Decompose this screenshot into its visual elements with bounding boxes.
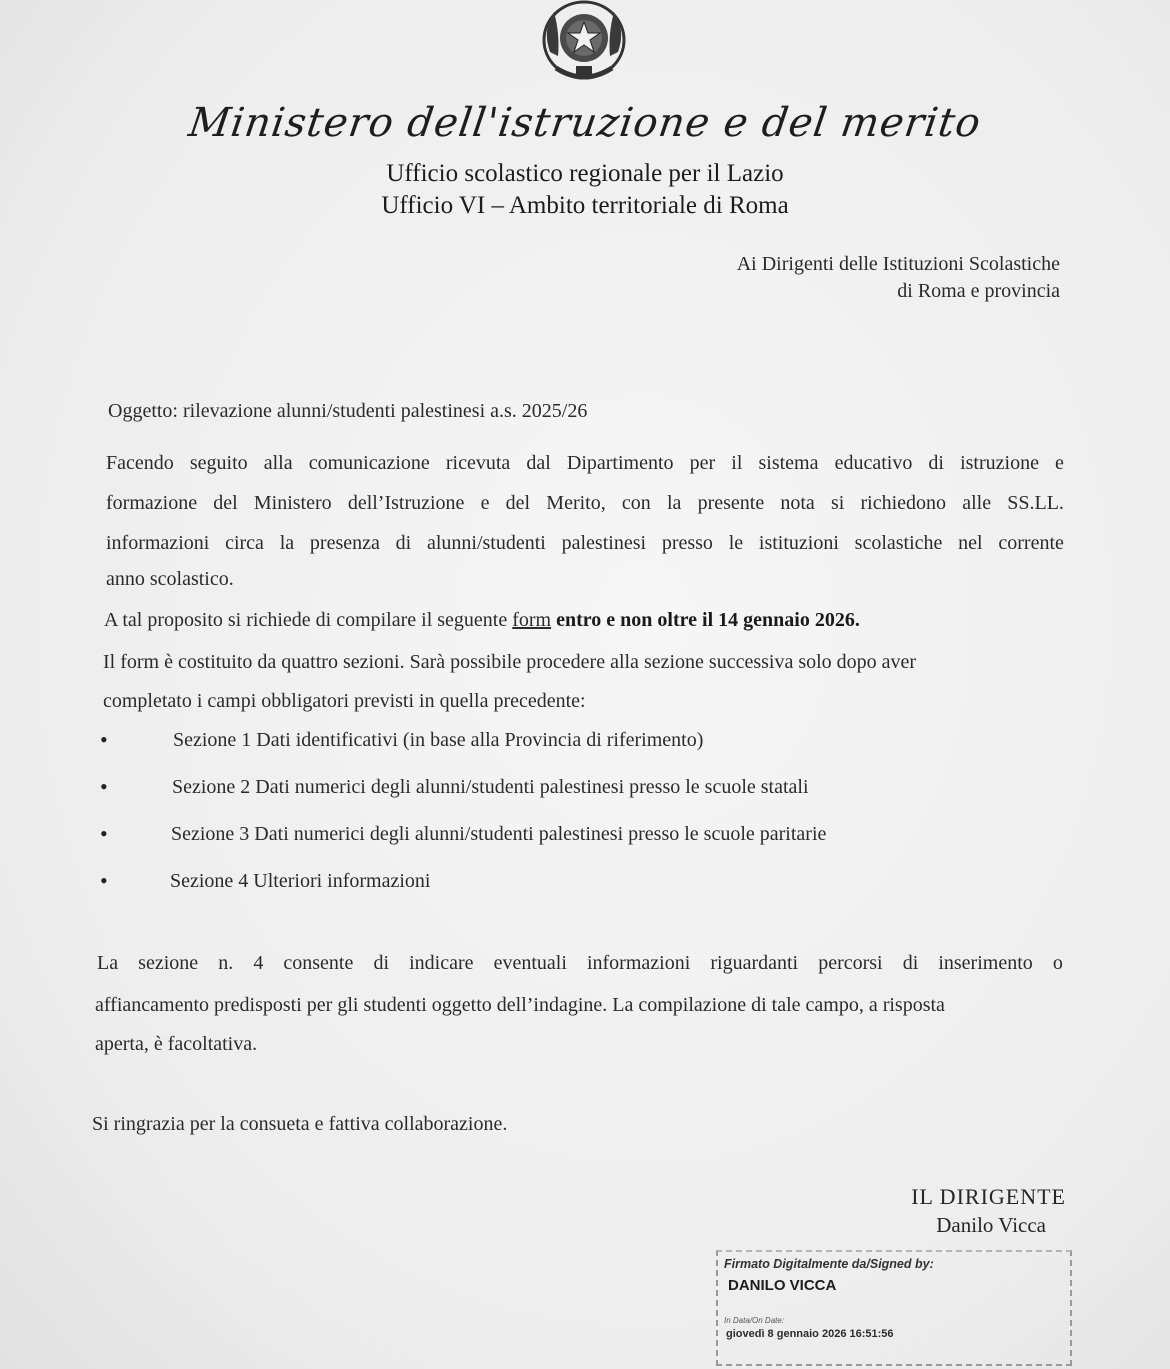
word: e xyxy=(480,492,490,514)
word: formazione xyxy=(106,492,198,514)
stamp-signer: DANILO VICCA xyxy=(728,1277,837,1294)
word: le xyxy=(728,532,744,554)
word: presente xyxy=(697,492,765,514)
para4-line3: aperta, è facoltativa. xyxy=(95,1033,258,1055)
word: ricevuta xyxy=(445,452,511,474)
word: inserimento xyxy=(938,952,1033,974)
word: corrente xyxy=(998,532,1064,554)
closing-line: Si ringrazia per la consueta e fattiva collaborazione. xyxy=(92,1113,508,1135)
italian-republic-emblem-icon xyxy=(536,0,632,88)
word: eventuali xyxy=(493,952,567,974)
recipient-line-1: Ai Dirigenti delle Istituzioni Scolastiche xyxy=(736,253,1060,275)
word: istruzione xyxy=(960,452,1039,474)
word: presso xyxy=(661,532,713,554)
word: palestinesi xyxy=(561,532,647,554)
stamp-date-label: In Data/On Date: xyxy=(724,1316,785,1325)
signatory-name: Danilo Vicca xyxy=(936,1213,1046,1237)
territorial-office: Ufficio VI – Ambito territoriale di Roma xyxy=(381,192,789,219)
digital-signature-stamp xyxy=(716,1250,1072,1366)
word: il xyxy=(731,452,743,474)
bullet-4: • xyxy=(100,868,108,893)
word: alunni/studenti xyxy=(426,532,546,554)
bullet-3: • xyxy=(100,821,108,846)
word: informazioni xyxy=(106,532,210,554)
word: percorsi xyxy=(818,952,883,974)
word: di xyxy=(373,952,390,974)
subject-line: Oggetto: rilevazione alunni/studenti palestinesi a.s. 2025/26 xyxy=(108,400,588,422)
stamp-date: giovedì 8 gennaio 2026 16:51:56 xyxy=(726,1328,894,1340)
section-item-2: Sezione 2 Dati numerici degli alunni/studenti palestinesi presso le scuole statali xyxy=(172,776,809,798)
section-item-3: Sezione 3 Dati numerici degli alunni/studenti palestinesi presso le scuole paritarie xyxy=(171,823,827,845)
word: di xyxy=(902,952,919,974)
word: del xyxy=(213,492,238,514)
word: Facendo xyxy=(106,452,174,474)
para4-line1 xyxy=(97,952,1063,975)
word: consente xyxy=(283,952,354,974)
word: sezione xyxy=(138,952,199,974)
deadline-text: entro e non oltre il 14 gennaio 2026. xyxy=(551,609,860,631)
word: presenza xyxy=(309,532,380,554)
word: circa xyxy=(225,532,264,554)
word: sistema xyxy=(758,452,819,474)
word: per xyxy=(689,452,716,474)
ministry-name: Ministero dell'istruzione e del merito xyxy=(185,100,985,146)
para1-line3 xyxy=(106,532,1064,555)
word: dell’Istruzione xyxy=(347,492,465,514)
word: la xyxy=(279,532,295,554)
word: Ministero xyxy=(253,492,332,514)
para3-line1: Il form è costituito da quattro sezioni. Sarà possibile procedere alla sezione successiva solo dopo aver xyxy=(103,651,917,673)
section-item-1: Sezione 1 Dati identificativi (in base alla Provincia di riferimento) xyxy=(173,729,704,751)
word: indicare xyxy=(409,952,474,974)
para1-line4: anno scolastico. xyxy=(106,568,234,590)
stamp-label: Firmato Digitalmente da/Signed by: xyxy=(724,1257,934,1271)
word: informazioni xyxy=(586,952,691,974)
word: Merito, xyxy=(546,492,606,514)
bullet-1: • xyxy=(100,727,108,752)
word: SS.LL. xyxy=(1007,492,1064,514)
word: nel xyxy=(958,532,983,554)
word: seguito xyxy=(189,452,248,474)
word: scolastiche xyxy=(854,532,943,554)
para2-text: A tal proposito si richiede di compilare il seguente xyxy=(104,609,513,631)
word: 4 xyxy=(253,952,264,974)
para4-line2: affiancamento predisposti per gli studenti oggetto dell’indagine. La compilazione di tale campo, a risposta xyxy=(95,994,945,1016)
para1-line1 xyxy=(106,452,1064,475)
word: comunicazione xyxy=(308,452,430,474)
word: istituzioni xyxy=(758,532,839,554)
word: La xyxy=(97,952,119,974)
recipient-line-2: di Roma e provincia xyxy=(897,280,1060,302)
word: la xyxy=(666,492,682,514)
para1-line2 xyxy=(106,492,1064,515)
word: e xyxy=(1055,452,1064,474)
word: si xyxy=(830,492,845,514)
word: educativo xyxy=(834,452,913,474)
bullet-2: • xyxy=(100,774,108,799)
word: alle xyxy=(962,492,992,514)
word: n. xyxy=(218,952,234,974)
section-item-4: Sezione 4 Ulteriori informazioni xyxy=(170,870,431,892)
word: Dipartimento xyxy=(566,452,674,474)
para3-line2: completato i campi obbligatori previsti in quella precedente: xyxy=(103,690,586,712)
word: del xyxy=(505,492,531,514)
word: di xyxy=(395,532,412,554)
word: riguardanti xyxy=(710,952,799,974)
regional-office: Ufficio scolastico regionale per il Lazio xyxy=(386,160,784,187)
word: con xyxy=(621,492,651,514)
para2-line xyxy=(104,609,860,632)
word: nota xyxy=(780,492,815,514)
form-link[interactable]: form xyxy=(512,609,552,631)
word: di xyxy=(928,452,944,474)
word: o xyxy=(1052,952,1063,974)
word: alla xyxy=(263,452,293,474)
word: dal xyxy=(526,452,551,474)
word: richiedono xyxy=(860,492,947,514)
signatory-title: IL DIRIGENTE xyxy=(911,1184,1066,1209)
